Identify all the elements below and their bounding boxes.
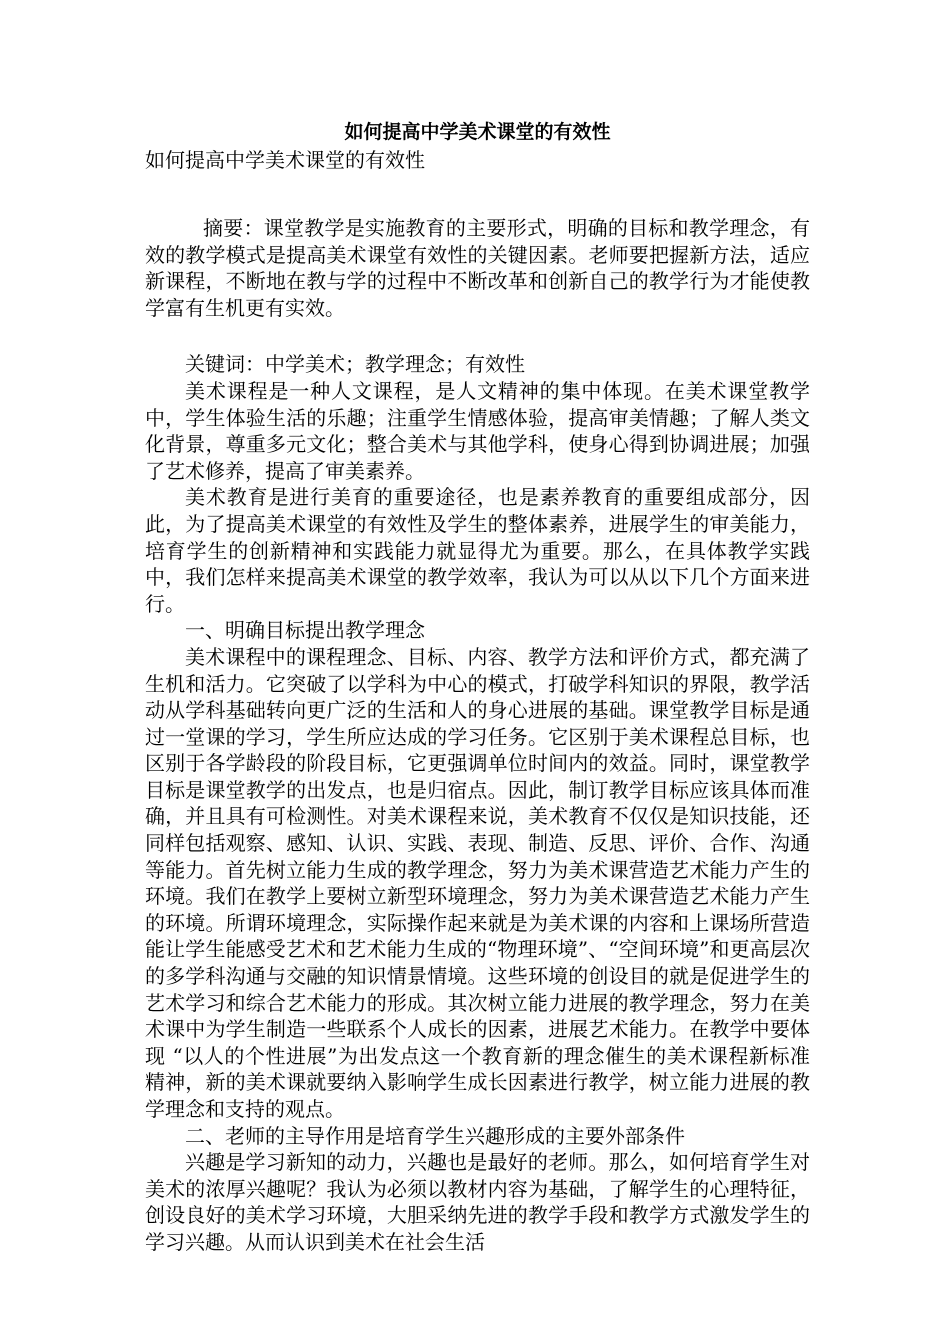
- body-paragraph: 美术课程是一种人文课程，是人文精神的集中体现。在美术课堂教学中，学生体验生活的乐趣；注重学生情感体验，提高审美情趣；了解人类文化背景，尊重多元文化；整合美术与其他学科，使身心得到协调进展；加强了艺术修养，提高了审美素养。: [145, 378, 810, 483]
- keywords-line: 关键词：中学美术；教学理念；有效性: [185, 352, 525, 377]
- spacer: [145, 174, 810, 215]
- body-paragraph: 美术教育是进行美育的重要途径，也是素养教育的重要组成部分，因此，为了提高美术课堂的有效性及学生的整体素养，进展学生的审美能力，培育学生的创新精神和实践能力就显得尤为重要。那么，在具体教学实践中，我们怎样来提高美术课堂的教学效率，我认为可以从以下几个方面来进行。: [145, 485, 810, 616]
- document-subtitle: 如何提高中学美术课堂的有效性: [145, 148, 425, 172]
- body-paragraph: 美术课程中的课程理念、目标、内容、教学方法和评价方式，都充满了生机和活力。它突破了以学科为中心的模式，打破学科知识的界限，教学活动从学科基础转向更广泛的生活和人的身心进展的基础。课堂教学目标是通过一堂课的学习，学生所应达成的学习任务。它区别于美术课程总目标，也区别于各学龄段的阶段目标，它更强调单位时间内的效益。同时，课堂教学目标是课堂教学的出发点，也是归宿点。因此，制订教学目标应该具体而准确，并且具有可检测性。对美术课程来说，美术教育不仅仅是知识技能，还同样包括观察、感知、认识、实践、表现、制造、反思、评价、合作、沟通等能力。首先树立能力生成的教学理念，努力为美术课营造艺术能力产生的环境。我们在教学上要树立新型环境理念，努力为美术课营造艺术能力产生的环境。所谓环境理念，实际操作起来就是为美术课的内容和上课场所营造能让学生能感受艺术和艺术能力生成的“物理环境”、“空间环境”和更高层次的多学科沟通与交融的知识情景情境。这些环境的创设目的就是促进学生的艺术学习和综合艺术能力的形成。其次树立能力进展的教学理念，努力在美术课中为学生制造一些联系个人成长的因素，进展艺术能力。在教学中要体现 “以人的个性进展”为出发点这一个教育新的理念催生的美术课程新标准精神，新的美术课就要纳入影响学生成长因素进行教学，树立能力进展的教学理念和支持的观点。: [145, 644, 810, 1121]
- document-title: 如何提高中学美术课堂的有效性: [344, 121, 611, 143]
- document-page: [145, 118, 810, 1256]
- body-paragraph: 兴趣是学习新知的动力，兴趣也是最好的老师。那么，如何培育学生对美术的浓厚兴趣呢？我认为必须以教材内容为基础，了解学生的心理特征，创设良好的美术学习环境，大胆采纳先进的教学手段和教学方式激发学生的学习兴趣。从而认识到美术在社会生活: [145, 1150, 810, 1254]
- abstract-paragraph: 摘要：课堂教学是实施教育的主要形式，明确的目标和教学理念，有效的教学模式是提高美术课堂有效性的关键因素。老师要把握新方法，适应新课程，不断地在教与学的过程中不断改革和创新自己的教学行为才能使教学富有生机更有实效。: [145, 216, 810, 320]
- spacer: [145, 321, 810, 351]
- section-heading: 二、老师的主导作用是培育学生兴趣形成的主要外部条件: [185, 1123, 685, 1148]
- section-heading: 一、明确目标提出教学理念: [185, 618, 425, 643]
